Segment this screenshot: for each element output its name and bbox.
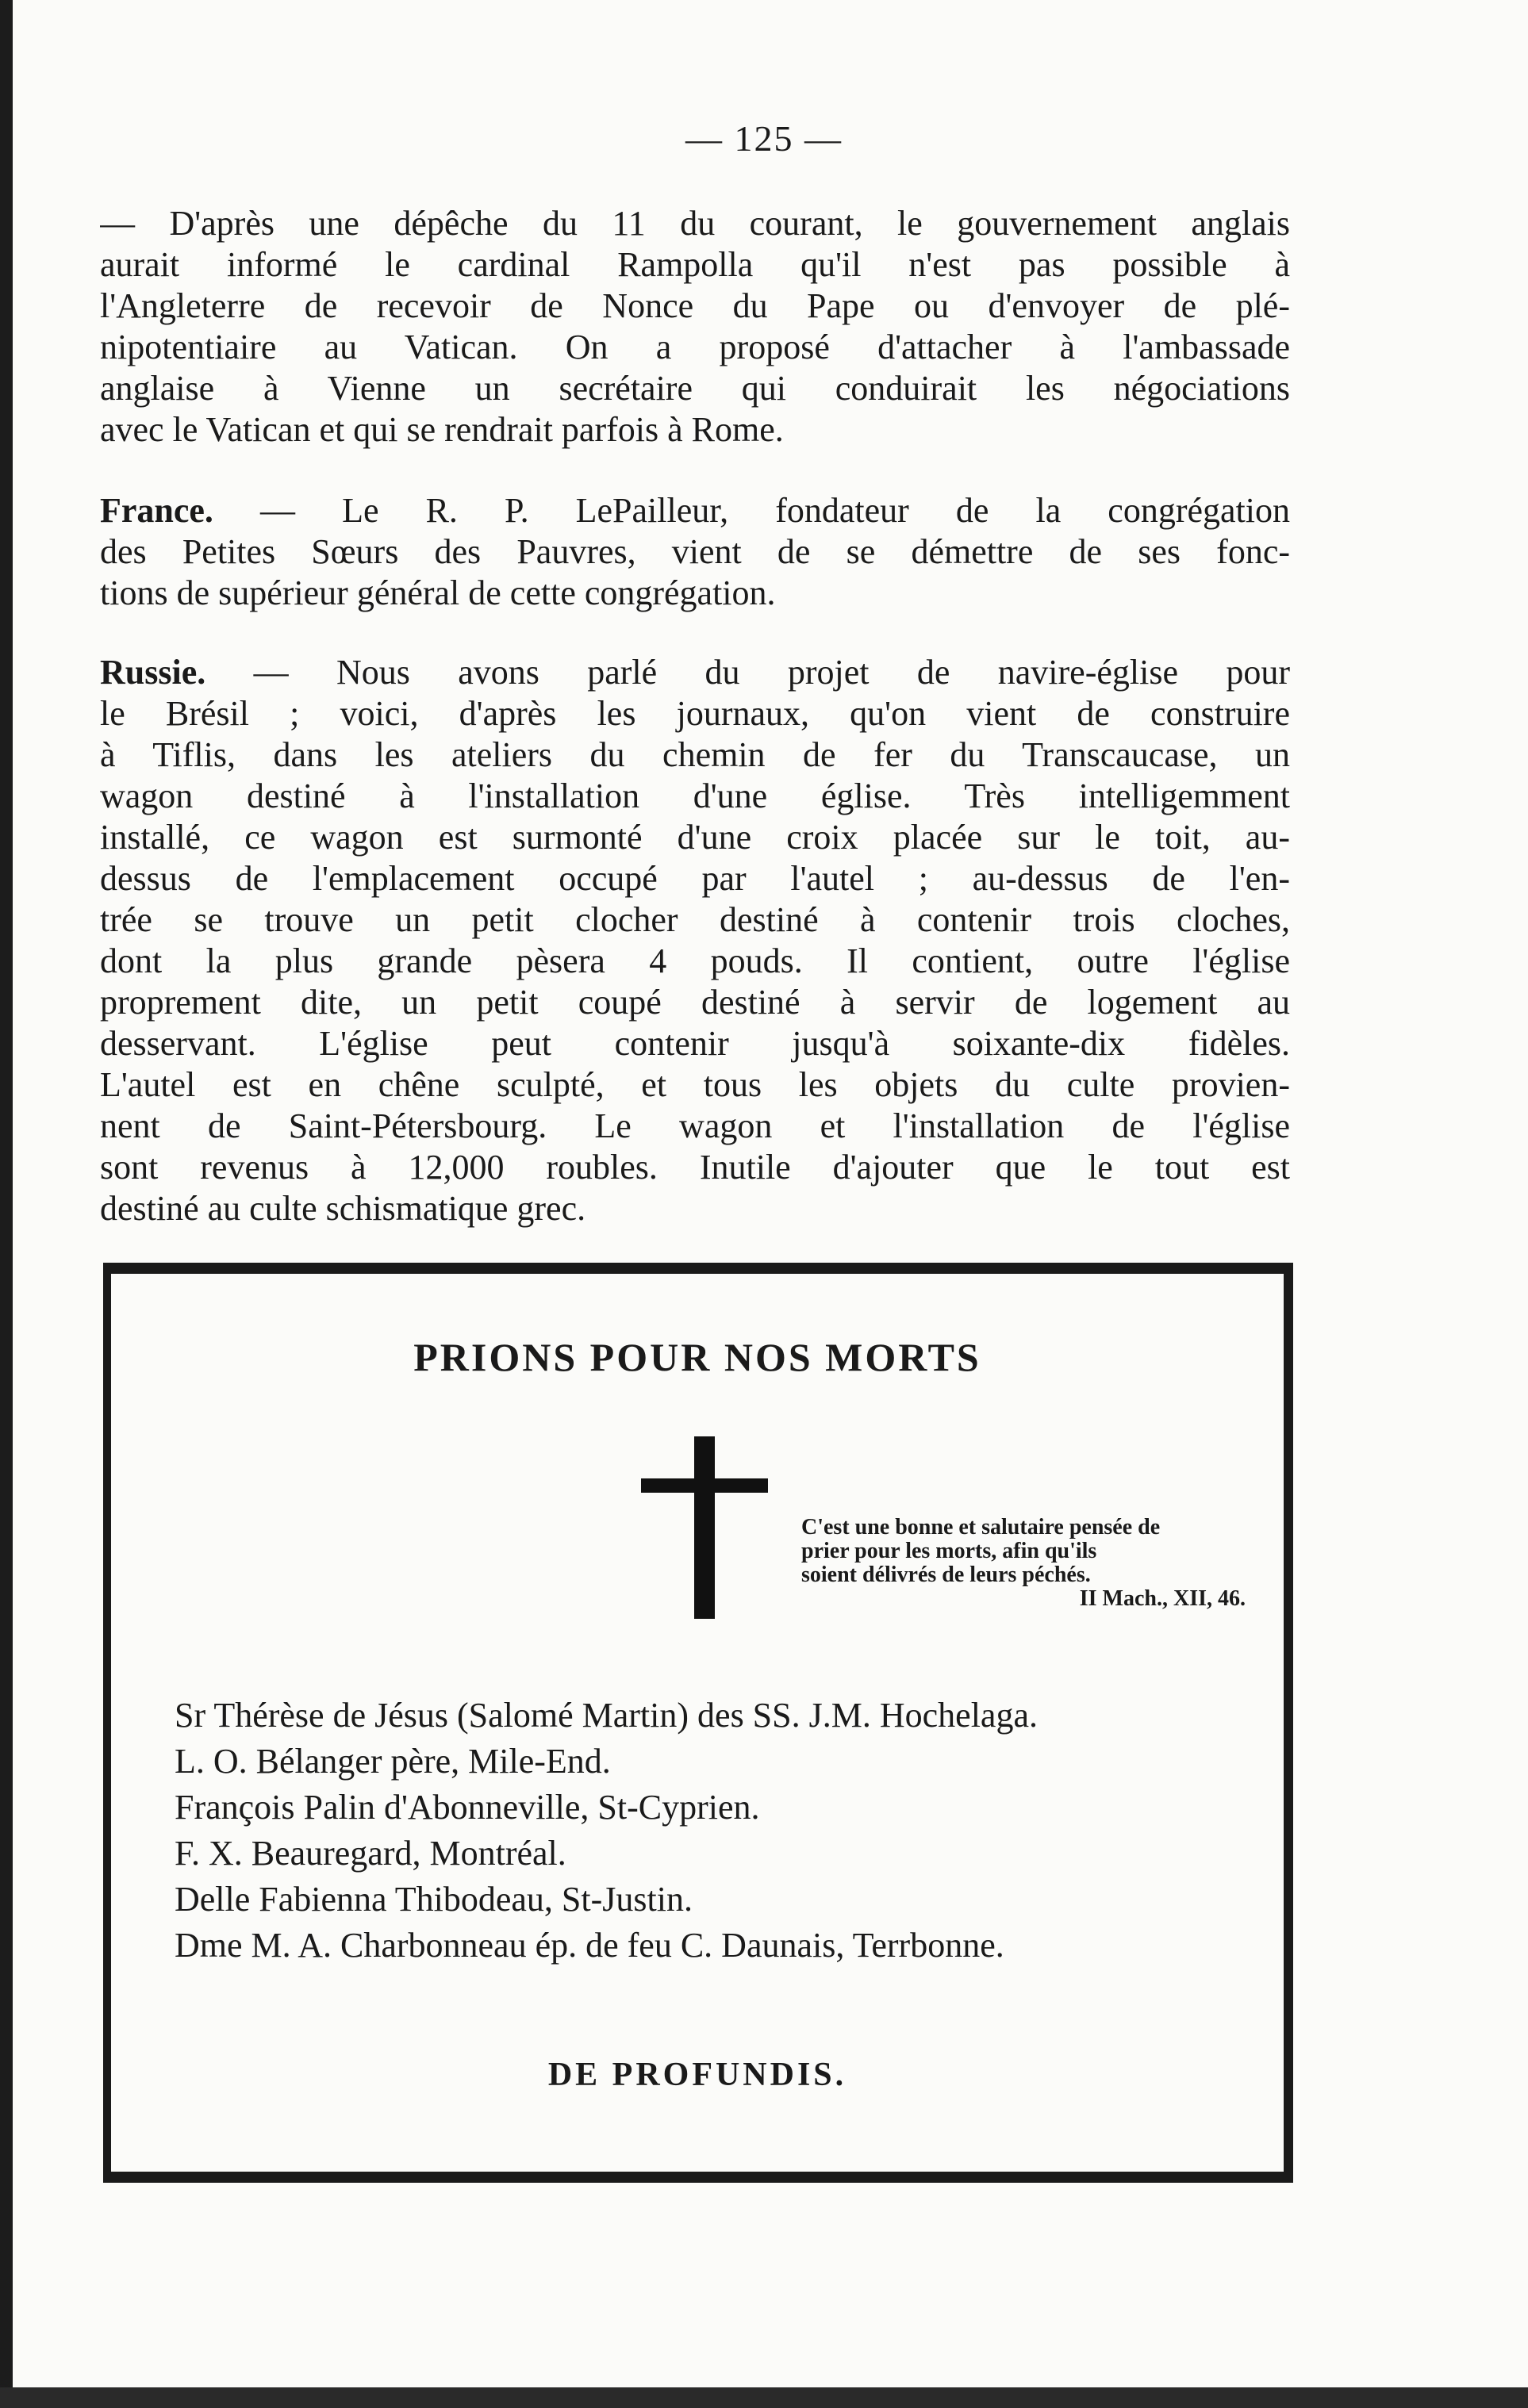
- deceased-name: Dme M. A. Charbonneau ép. de feu C. Daunais, Terrbonne.: [175, 1926, 1004, 1965]
- text-line: à Tiflis, dans les ateliers du chemin de fer du Transcaucase, un: [100, 735, 1290, 774]
- page-left-edge: [0, 0, 13, 2408]
- text-line: des Petites Sœurs des Pauvres, vient de se démettre de ses fonc-: [100, 532, 1290, 571]
- text-line: l'Angleterre de recevoir de Nonce du Pape ou d'envoyer de plé-: [100, 286, 1290, 325]
- text-line: nipotentiaire au Vatican. On a proposé d'attacher à l'ambassade: [100, 328, 1290, 366]
- section-lead-russie: Russie.: [100, 653, 206, 692]
- scripture-quote: [801, 1516, 1277, 1611]
- memorial-title: PRIONS POUR NOS MORTS: [413, 1335, 981, 1379]
- memorial-box: [103, 1263, 1293, 2183]
- text-line: [100, 490, 1290, 531]
- text-line: tions de supérieur général de cette congrégation.: [100, 573, 776, 612]
- cross-icon-bar: [641, 1478, 768, 1493]
- text-line: dont la plus grande pèsera 4 pouds. Il contient, outre l'église: [100, 941, 1290, 980]
- text-line: L'autel est en chêne sculpté, et tous les objets du culte provien-: [100, 1065, 1290, 1104]
- text-line: sont revenus à 12,000 roubles. Inutile d'ajouter que le tout est: [100, 1148, 1290, 1187]
- quote-line: prier pour les morts, afin qu'ils: [801, 1539, 1097, 1563]
- text-line: installé, ce wagon est surmonté d'une croix placée sur le toit, au-: [100, 818, 1290, 857]
- text-line: avec le Vatican et qui se rendrait parfois à Rome.: [100, 410, 784, 449]
- text-line: le Brésil ; voici, d'après les journaux, qu'on vient de construire: [100, 694, 1290, 733]
- text-fragment: — Le R. P. LePailleur, fondateur de la congrégation: [260, 491, 1290, 530]
- deceased-list: [175, 1693, 1277, 1969]
- quote-line: soient délivrés de leurs péchés.: [801, 1563, 1091, 1587]
- text-line: desservant. L'église peut contenir jusqu'à soixante-dix fidèles.: [100, 1024, 1290, 1063]
- text-line: proprement dite, un petit coupé destiné à servir de logement au: [100, 983, 1290, 1022]
- page-number: — 125 —: [685, 118, 843, 159]
- text-line: anglaise à Vienne un secrétaire qui conduirait les négociations: [100, 369, 1290, 408]
- text-line: dessus de l'emplacement occupé par l'autel ; au-dessus de l'en-: [100, 859, 1290, 898]
- quote-line: C'est une bonne et salutaire pensée de: [801, 1515, 1161, 1540]
- paragraph-france: [100, 490, 1290, 614]
- text-line: destiné au culte schismatique grec.: [100, 1189, 586, 1228]
- text-line: nent de Saint-Pétersbourg. Le wagon et l'installation de l'église: [100, 1106, 1290, 1145]
- paragraph-vatican: [100, 203, 1290, 451]
- paragraph-russie: [100, 652, 1290, 1229]
- cross-icon: [694, 1436, 715, 1619]
- text-fragment: — Nous avons parlé du projet de navire-église pour: [253, 653, 1290, 692]
- page-bottom-edge: [0, 2387, 1528, 2408]
- deceased-name: F. X. Beauregard, Montréal.: [175, 1834, 566, 1873]
- deceased-name: Sr Thérèse de Jésus (Salomé Martin) des SS. J.M. Hochelaga.: [175, 1696, 1038, 1735]
- text-line: trée se trouve un petit clocher destiné à contenir trois cloches,: [100, 900, 1290, 939]
- text-line: wagon destiné à l'installation d'une église. Très intelligemment: [100, 776, 1290, 815]
- section-lead-france: France.: [100, 491, 213, 530]
- text-line: — D'après une dépêche du 11 du courant, le gouvernement anglais: [100, 204, 1290, 243]
- deceased-name: L. O. Bélanger père, Mile-End.: [175, 1742, 611, 1781]
- text-line: [100, 652, 1290, 693]
- deceased-name: François Palin d'Abonneville, St-Cyprien.: [175, 1788, 760, 1827]
- quote-source: II Mach., XII, 46.: [1079, 1586, 1246, 1611]
- deceased-name: Delle Fabienna Thibodeau, St-Justin.: [175, 1880, 693, 1919]
- closing-prayer: DE PROFUNDIS.: [547, 2057, 847, 2093]
- text-line: aurait informé le cardinal Rampolla qu'il n'est pas possible à: [100, 245, 1290, 284]
